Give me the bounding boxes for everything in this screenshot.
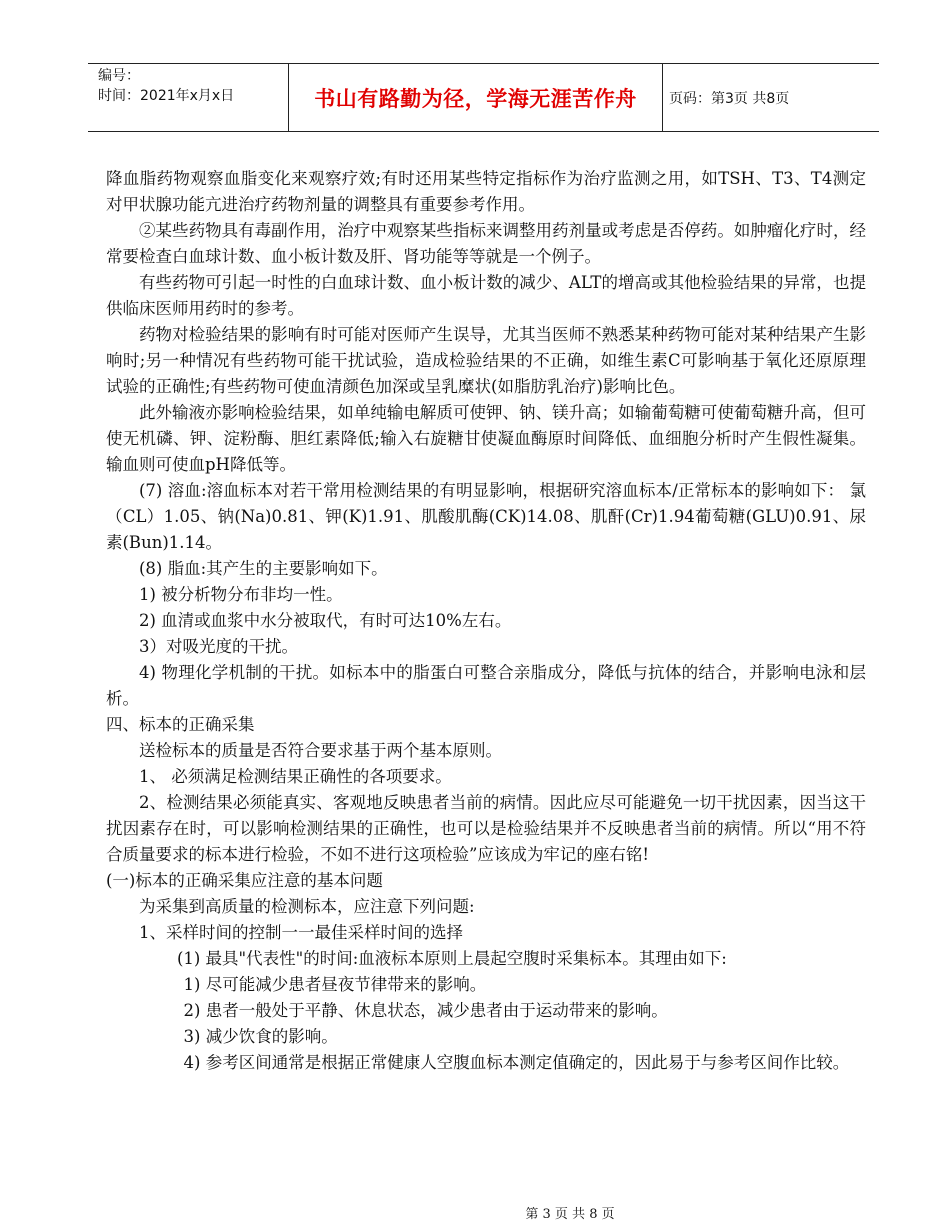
page-footer xyxy=(0,1203,950,1222)
subsection-heading: (一)标本的正确采集应注意的基本问题 xyxy=(106,871,383,890)
paragraph: ②某些药物具有毒副作用，治疗中观察某些指标来调整用药剂量或考虑是否停药。如肿瘤化疗时，经常要检查白血球计数、血小板计数及肝、肾功能等等就是一个例子。 xyxy=(106,221,866,266)
paragraph: 有些药物可引起一时性的白血球计数、血小板计数的减少、ALT的增高或其他检验结果的异常，也提供临床医师用药时的参考。 xyxy=(106,273,866,318)
footer-page-number: 第 3 页 共 8 页 xyxy=(525,1207,615,1222)
paragraph: (8) 脂血:其产生的主要影响如下。 xyxy=(139,559,388,578)
section-heading: 四、标本的正确采集 xyxy=(106,715,255,734)
list-item: 3）对吸光度的干扰。 xyxy=(139,637,298,656)
document-body xyxy=(106,166,866,1076)
paragraph: 药物对检验结果的影响有时可能对医师产生误导，尤其当医师不熟悉某种药物可能对某种结果产生影响时;另一种情况有些药物可能干扰试验，造成检验结果的不正确，如维生素C可影响基于氧化还原原理试验的正确性;有些药物可使血清颜色加深或呈乳糜状(如脂肪乳治疗)影响比色。 xyxy=(106,325,866,396)
list-item: 2) 血清或血浆中水分被取代，有时可达10%左右。 xyxy=(139,611,512,630)
list-item: 4) 参考区间通常是根据正常健康人空腹血标本测定值确定的，因此易于与参考区间作比较。 xyxy=(183,1053,850,1072)
paragraph: 降血脂药物观察血脂变化来观察疗效;有时还用某些特定指标作为治疗监测之用，如TSH、T3、T4测定对甲状腺功能亢进治疗药物剂量的调整具有重要参考作用。 xyxy=(106,169,866,214)
list-item: 3) 减少饮食的影响。 xyxy=(183,1027,338,1046)
doc-time-label: 时间：2021年x月x日 xyxy=(98,88,235,104)
header-motto-cell xyxy=(289,64,663,131)
paragraph: (7) 溶血:溶血标本对若干常用检测结果的有明显影响，根据研究溶血标本/正常标本的影响如下： 氯（CL）1.05、钠(Na)0.81、钾(K)1.91、肌酸肌酶(CK)14.08、肌酐(Cr)1.94葡萄糖(GLU)0.91、尿素(Bun)1.14。 xyxy=(106,481,866,552)
page-header xyxy=(88,63,879,132)
header-page-info: 页码：第3页 共8页 xyxy=(669,90,790,107)
paragraph: 此外输液亦影响检验结果，如单纯输电解质可使钾、钠、镁升高；如输葡萄糖可使葡萄糖升高，但可使无机磷、钾、淀粉酶、胆红素降低;输入右旋糖甘使凝血酶原时间降低、血细胞分析时产生假性凝集。输血则可使血pH降低等。 xyxy=(106,403,866,474)
list-item: 1) 被分析物分布非均一性。 xyxy=(139,585,343,604)
paragraph: 为采集到高质量的检测标本，应注意下列问题: xyxy=(139,897,475,916)
list-item: 4) 物理化学机制的干扰。如标本中的脂蛋白可整合亲脂成分，降低与抗体的结合，并影响电泳和层析。 xyxy=(106,663,866,708)
list-item: 1、 必须满足检测结果正确性的各项要求。 xyxy=(139,767,452,786)
list-item: 2、检测结果必须能真实、客观地反映患者当前的病情。因此应尽可能避免一切干扰因素，因当这干扰因素存在时，可以影响检测结果的正确性，也可以是检验结果并不反映患者当前的病情。所以“用不符合质量要求的标本进行检验，不如不进行这项检验”应该成为牢记的座右铭! xyxy=(106,793,866,864)
header-motto: 书山有路勤为径，学海无涯苦作舟 xyxy=(314,86,637,111)
header-left-cell xyxy=(88,64,289,131)
list-item: 1) 尽可能减少患者昼夜节律带来的影响。 xyxy=(183,975,487,994)
doc-number-label: 编号： xyxy=(98,68,140,84)
paragraph: 送检标本的质量是否符合要求基于两个基本原则。 xyxy=(139,741,502,760)
list-item: 2) 患者一般处于平静、休息状态，减少患者由于运动带来的影响。 xyxy=(183,1001,668,1020)
list-item: (1) 最具"代表性"的时间:血液标本原则上晨起空腹时采集标本。其理由如下: xyxy=(176,949,727,968)
list-item: 1、采样时间的控制一一最佳采样时间的选择 xyxy=(139,923,463,942)
header-page-cell xyxy=(663,64,879,131)
